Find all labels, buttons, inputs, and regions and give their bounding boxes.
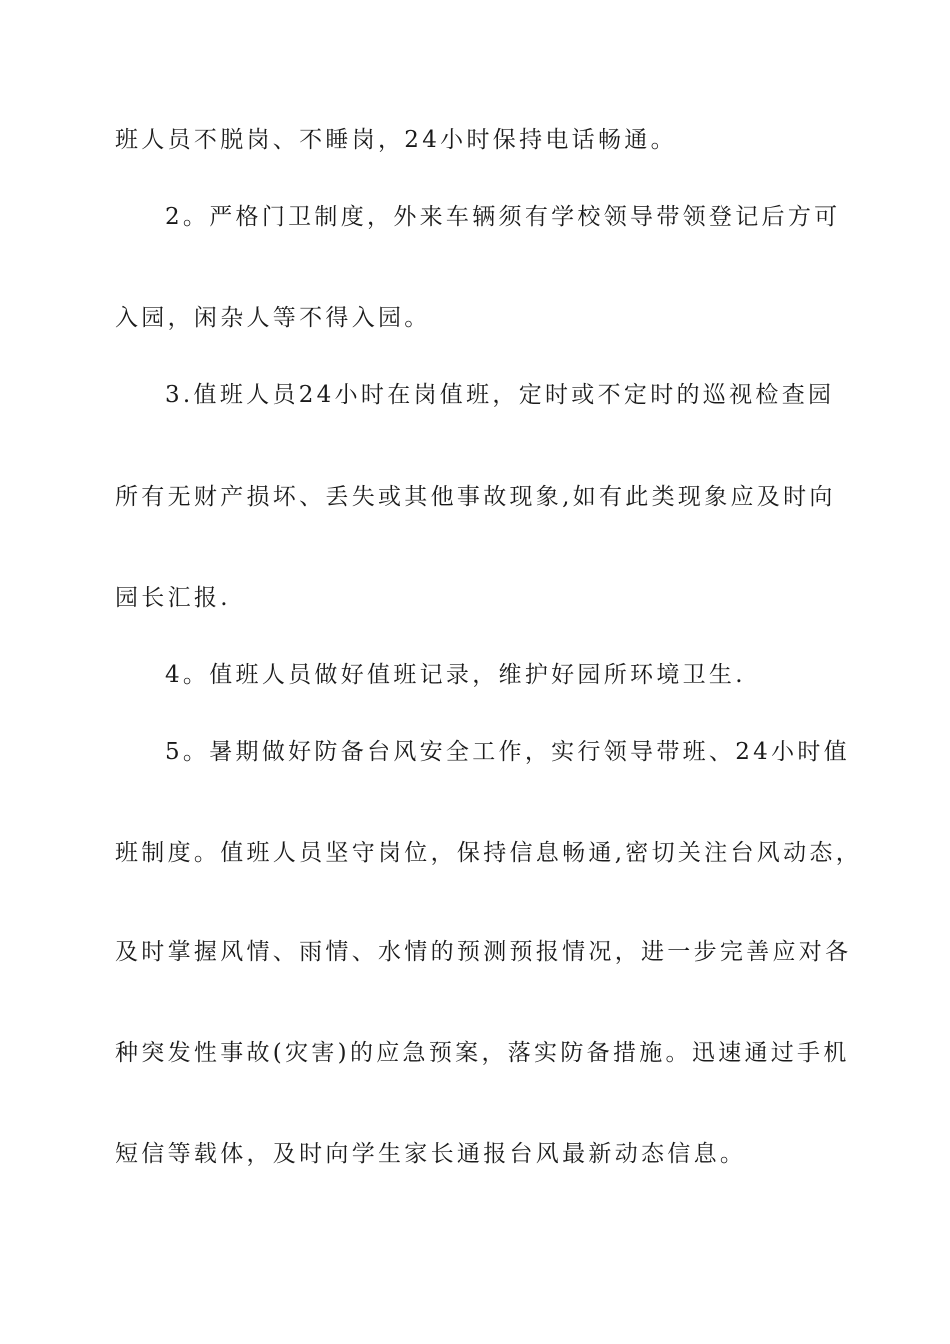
paragraph-line: 短信等载体，及时向学生家长通报台风最新动态信息。 [115, 1141, 747, 1167]
paragraph-line: 5。暑期做好防备台风安全工作，实行领导带班、24小时值 [165, 739, 850, 765]
paragraph-line: 园长汇报. [115, 585, 231, 611]
paragraph-line: 2。严格门卫制度，外来车辆须有学校领导带领登记后方可 [165, 204, 841, 230]
paragraph-line: 3.值班人员24小时在岗值班，定时或不定时的巡视检查园 [165, 382, 835, 408]
paragraph-line: 种突发性事故(灾害)的应急预案，落实防备措施。迅速通过手机 [115, 1040, 850, 1066]
paragraph-line: 入园，闲杂人等不得入园。 [115, 305, 431, 331]
paragraph-line: 所有无财产损坏、丢失或其他事故现象,如有此类现象应及时向 [115, 484, 836, 510]
paragraph-line: 班制度。值班人员坚守岗位，保持信息畅通,密切关注台风动态， [115, 840, 863, 866]
paragraph-line: 4。值班人员做好值班记录，维护好园所环境卫生. [165, 662, 746, 688]
paragraph-line: 班人员不脱岗、不睡岗，24小时保持电话畅通。 [115, 127, 677, 153]
paragraph-line: 及时掌握风情、雨情、水情的预测预报情况，进一步完善应对各 [115, 939, 852, 965]
